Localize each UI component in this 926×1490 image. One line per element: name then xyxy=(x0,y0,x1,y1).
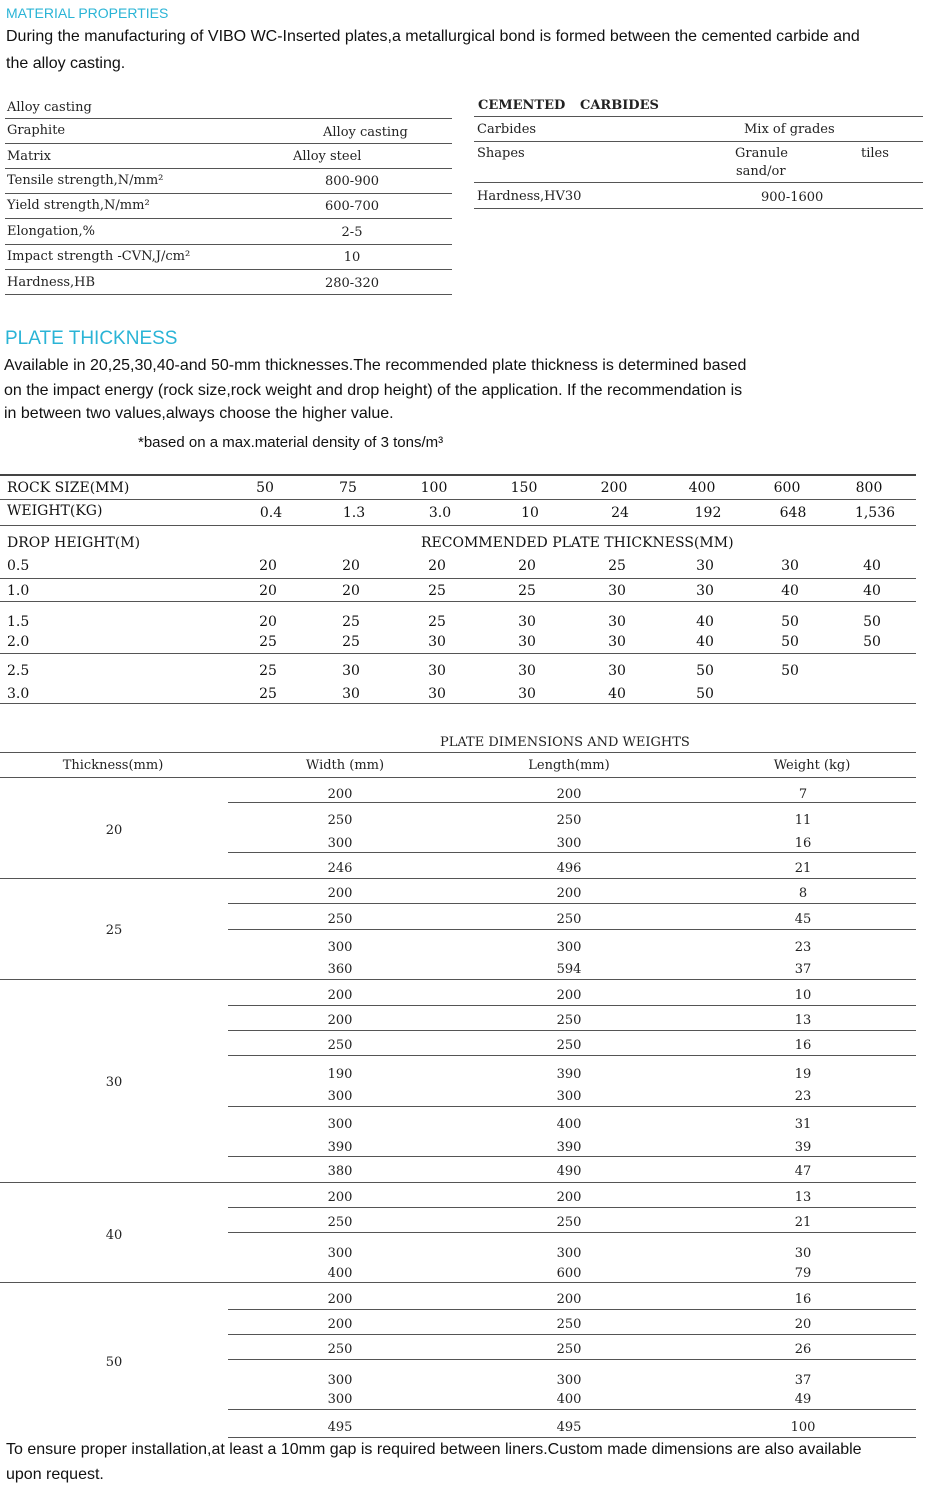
weight-value: 24 xyxy=(611,505,629,521)
plate-weight-value: 10 xyxy=(794,988,812,1003)
plate-length-value: 300 xyxy=(556,940,582,955)
alloy-row-value: 280-320 xyxy=(324,276,380,291)
plate-weight-value: 7 xyxy=(798,787,808,802)
plate-weight-value: 31 xyxy=(794,1117,812,1132)
thickness-para-line1: Available in 20,25,30,40-and 50-mm thicknesses.The recommended plate thickness is determined based xyxy=(4,357,747,374)
alloy-row-value: 10 xyxy=(343,250,361,265)
plate-length-value: 250 xyxy=(556,1342,582,1357)
plate-width-value: 246 xyxy=(327,861,353,876)
thickness-value: 40 xyxy=(781,583,799,599)
plate-length-value: 400 xyxy=(556,1117,582,1132)
plate-weight-value: 47 xyxy=(794,1164,812,1179)
thickness-value: 20 xyxy=(259,558,277,574)
weight-value: 10 xyxy=(521,505,539,521)
footer-line2: upon request. xyxy=(6,1466,104,1483)
col-weight-header: Weight (kg) xyxy=(773,758,851,773)
plate-weight-value: 8 xyxy=(798,886,808,901)
col-thickness-header: Thickness(mm) xyxy=(62,758,164,773)
plate-weight-value: 21 xyxy=(794,1215,812,1230)
drop-height-value: 1.0 xyxy=(7,583,30,599)
plate-thickness-value: 40 xyxy=(105,1228,123,1243)
thickness-value: 25 xyxy=(259,663,277,679)
alloy-row-label: Matrix xyxy=(7,149,51,164)
thickness-value: 30 xyxy=(518,686,536,702)
plate-weight-value: 20 xyxy=(794,1317,812,1332)
plate-width-value: 300 xyxy=(327,1117,353,1132)
thickness-value: 40 xyxy=(863,583,881,599)
plate-length-value: 495 xyxy=(556,1420,582,1435)
plate-width-value: 250 xyxy=(327,1342,353,1357)
shapes-value-b: tiles xyxy=(861,146,889,161)
plate-length-value: 390 xyxy=(556,1067,582,1082)
thickness-value: 25 xyxy=(608,558,626,574)
alloy-row-value: Alloy casting xyxy=(323,125,408,140)
thickness-value: 25 xyxy=(259,686,277,702)
rock-size-value: 150 xyxy=(510,480,538,496)
thickness-value: 40 xyxy=(863,558,881,574)
material-intro-line2: the alloy casting. xyxy=(6,55,126,72)
weight-value: 0.4 xyxy=(259,505,283,521)
alloy-row-value: Alloy steel xyxy=(293,149,362,164)
thickness-value: 20 xyxy=(342,558,360,574)
alloy-title: Alloy casting xyxy=(7,100,92,115)
plate-length-value: 496 xyxy=(556,861,582,876)
thickness-value: 30 xyxy=(428,634,446,650)
alloy-row-value: 800-900 xyxy=(324,174,380,189)
plate-width-value: 200 xyxy=(327,1190,353,1205)
plate-length-value: 300 xyxy=(556,1246,582,1261)
thickness-value: 20 xyxy=(518,558,536,574)
plate-width-value: 390 xyxy=(327,1140,353,1155)
alloy-row-label: Impact strength -CVN,J/cm² xyxy=(7,249,191,264)
thickness-value: 30 xyxy=(608,663,626,679)
plate-length-value: 250 xyxy=(556,1317,582,1332)
thickness-value: 30 xyxy=(781,558,799,574)
plate-length-value: 200 xyxy=(556,1190,582,1205)
rock-size-value: 200 xyxy=(600,480,628,496)
plate-length-value: 250 xyxy=(556,1038,582,1053)
plate-weight-value: 11 xyxy=(794,813,812,828)
drop-height-value: 2.5 xyxy=(7,663,30,679)
plate-weight-value: 79 xyxy=(794,1266,812,1281)
carbides-value: Mix of grades xyxy=(744,122,835,137)
plate-width-value: 200 xyxy=(327,1317,353,1332)
plate-width-value: 200 xyxy=(327,886,353,901)
drop-height-value: 3.0 xyxy=(7,686,30,702)
plate-width-value: 250 xyxy=(327,1038,353,1053)
drop-height-value: 1.5 xyxy=(7,614,30,630)
plate-weight-value: 23 xyxy=(794,940,812,955)
carbide-title-b: CARBIDES xyxy=(580,98,659,113)
plate-width-value: 300 xyxy=(327,1392,353,1407)
thickness-value: 50 xyxy=(781,614,799,630)
plate-weight-value: 39 xyxy=(794,1140,812,1155)
carbides-label: Carbides xyxy=(477,122,537,137)
plate-width-value: 250 xyxy=(327,813,353,828)
weight-value: 1,536 xyxy=(854,505,896,521)
thickness-value: 40 xyxy=(608,686,626,702)
thickness-value: 50 xyxy=(863,634,881,650)
plate-length-value: 200 xyxy=(556,1292,582,1307)
plate-width-value: 200 xyxy=(327,1292,353,1307)
plate-weight-value: 21 xyxy=(794,861,812,876)
plate-weight-value: 13 xyxy=(794,1190,812,1205)
thickness-value: 40 xyxy=(696,614,714,630)
plate-length-value: 200 xyxy=(556,886,582,901)
plate-weight-value: 100 xyxy=(790,1420,816,1435)
plate-weight-value: 16 xyxy=(794,836,812,851)
weight-value: 1.3 xyxy=(342,505,366,521)
plate-width-value: 200 xyxy=(327,988,353,1003)
rock-size-value: 50 xyxy=(256,480,274,496)
thickness-value: 30 xyxy=(608,614,626,630)
plate-length-value: 250 xyxy=(556,912,582,927)
material-heading: MATERIAL PROPERTIES xyxy=(6,5,169,21)
plate-weight-value: 49 xyxy=(794,1392,812,1407)
plate-width-value: 300 xyxy=(327,1373,353,1388)
alloy-row-label: Hardness,HB xyxy=(7,275,96,290)
alloy-row-value: 600-700 xyxy=(324,199,380,214)
plate-weight-value: 23 xyxy=(794,1089,812,1104)
plate-weight-value: 37 xyxy=(794,962,812,977)
thickness-value: 20 xyxy=(428,558,446,574)
weight-value: 3.0 xyxy=(428,505,452,521)
rock-size-value: 600 xyxy=(773,480,801,496)
shapes-value-c: sand/or xyxy=(736,164,786,179)
alloy-row-value: 2-5 xyxy=(341,225,363,240)
plate-weight-value: 30 xyxy=(794,1246,812,1261)
thickness-value: 30 xyxy=(518,614,536,630)
plate-width-value: 200 xyxy=(327,787,353,802)
thickness-value: 25 xyxy=(428,583,446,599)
alloy-row-label: Tensile strength,N/mm² xyxy=(7,173,164,188)
plate-weight-value: 45 xyxy=(794,912,812,927)
plate-length-value: 200 xyxy=(556,988,582,1003)
thickness-value: 50 xyxy=(696,686,714,702)
carbide-title-a: CEMENTED xyxy=(478,98,566,113)
alloy-row-label: Elongation,% xyxy=(7,224,95,239)
plate-width-value: 380 xyxy=(327,1164,353,1179)
thickness-value: 20 xyxy=(259,583,277,599)
col-width-header: Width (mm) xyxy=(305,758,385,773)
plate-weight-value: 37 xyxy=(794,1373,812,1388)
weight-label: WEIGHT(KG) xyxy=(7,503,103,519)
thickness-value: 25 xyxy=(342,614,360,630)
thickness-value: 30 xyxy=(696,583,714,599)
col-length-header: Length(mm) xyxy=(528,758,610,773)
thickness-value: 30 xyxy=(518,634,536,650)
hardness-label: Hardness,HV30 xyxy=(477,189,582,204)
density-note: *based on a max.material density of 3 tons/m³ xyxy=(138,434,444,451)
plate-length-value: 600 xyxy=(556,1266,582,1281)
thickness-value: 25 xyxy=(428,614,446,630)
weight-value: 192 xyxy=(694,505,722,521)
plate-length-value: 250 xyxy=(556,1215,582,1230)
plate-width-value: 300 xyxy=(327,940,353,955)
shapes-label: Shapes xyxy=(477,146,525,161)
thickness-value: 30 xyxy=(608,583,626,599)
thickness-value: 30 xyxy=(608,634,626,650)
plate-width-value: 300 xyxy=(327,836,353,851)
thickness-value: 25 xyxy=(518,583,536,599)
thickness-para-line2: on the impact energy (rock size,rock weight and drop height) of the application. If the recommendation is xyxy=(4,382,743,399)
plate-length-value: 400 xyxy=(556,1392,582,1407)
thickness-heading: PLATE THICKNESS xyxy=(5,328,178,349)
plate-weight-value: 16 xyxy=(794,1292,812,1307)
plate-length-value: 300 xyxy=(556,836,582,851)
hardness-value: 900-1600 xyxy=(761,190,824,205)
plate-thickness-value: 30 xyxy=(105,1075,123,1090)
thickness-value: 50 xyxy=(781,663,799,679)
plate-width-value: 400 xyxy=(327,1266,353,1281)
thickness-value: 30 xyxy=(428,686,446,702)
thickness-value: 30 xyxy=(428,663,446,679)
rock-size-value: 800 xyxy=(855,480,883,496)
plate-length-value: 300 xyxy=(556,1089,582,1104)
plate-thickness-value: 25 xyxy=(105,923,123,938)
footer-line1: To ensure proper installation,at least a 10mm gap is required between liners.Custom made dimensions are also available xyxy=(6,1441,862,1458)
thickness-value: 20 xyxy=(259,614,277,630)
recommended-label: RECOMMENDED PLATE THICKNESS(MM) xyxy=(421,535,734,551)
thickness-value: 30 xyxy=(342,686,360,702)
plate-weight-value: 16 xyxy=(794,1038,812,1053)
material-intro-line1: During the manufacturing of VIBO WC-Inserted plates,a metallurgical bond is formed between the cemented carbide and xyxy=(6,28,860,45)
drop-height-value: 0.5 xyxy=(7,558,30,574)
plate-thickness-value: 20 xyxy=(105,823,123,838)
shapes-value-a: Granule xyxy=(735,146,788,161)
thickness-value: 50 xyxy=(781,634,799,650)
plate-width-value: 200 xyxy=(327,1013,353,1028)
plate-width-value: 495 xyxy=(327,1420,353,1435)
thickness-para-line3: in between two values,always choose the higher value. xyxy=(4,405,394,422)
rock-size-value: 400 xyxy=(688,480,716,496)
thickness-value: 50 xyxy=(696,663,714,679)
thickness-value: 20 xyxy=(342,583,360,599)
rock-size-value: 75 xyxy=(339,480,357,496)
plate-length-value: 490 xyxy=(556,1164,582,1179)
plate-length-value: 390 xyxy=(556,1140,582,1155)
drop-height-value: 2.0 xyxy=(7,634,30,650)
plate-width-value: 250 xyxy=(327,912,353,927)
plate-width-value: 250 xyxy=(327,1215,353,1230)
thickness-value: 30 xyxy=(342,663,360,679)
plate-length-value: 200 xyxy=(556,787,582,802)
plate-length-value: 250 xyxy=(556,1013,582,1028)
plate-width-value: 190 xyxy=(327,1067,353,1082)
plate-thickness-value: 50 xyxy=(105,1355,123,1370)
thickness-value: 25 xyxy=(259,634,277,650)
plate-width-value: 300 xyxy=(327,1246,353,1261)
plate-weight-value: 26 xyxy=(794,1342,812,1357)
rock-size-label: ROCK SIZE(MM) xyxy=(7,480,130,496)
thickness-value: 40 xyxy=(696,634,714,650)
weight-value: 648 xyxy=(779,505,807,521)
thickness-value: 30 xyxy=(518,663,536,679)
thickness-value: 50 xyxy=(863,614,881,630)
plate-length-value: 300 xyxy=(556,1373,582,1388)
plate-width-value: 300 xyxy=(327,1089,353,1104)
alloy-row-label: Graphite xyxy=(7,123,66,138)
drop-height-label: DROP HEIGHT(M) xyxy=(7,535,141,551)
thickness-value: 25 xyxy=(342,634,360,650)
alloy-row-label: Yield strength,N/mm² xyxy=(7,198,150,213)
plate-width-value: 360 xyxy=(327,962,353,977)
plate-length-value: 594 xyxy=(556,962,582,977)
dimensions-title: PLATE DIMENSIONS AND WEIGHTS xyxy=(440,735,690,750)
plate-weight-value: 19 xyxy=(794,1067,812,1082)
rock-size-value: 100 xyxy=(420,480,448,496)
thickness-value: 30 xyxy=(696,558,714,574)
plate-length-value: 250 xyxy=(556,813,582,828)
plate-weight-value: 13 xyxy=(794,1013,812,1028)
